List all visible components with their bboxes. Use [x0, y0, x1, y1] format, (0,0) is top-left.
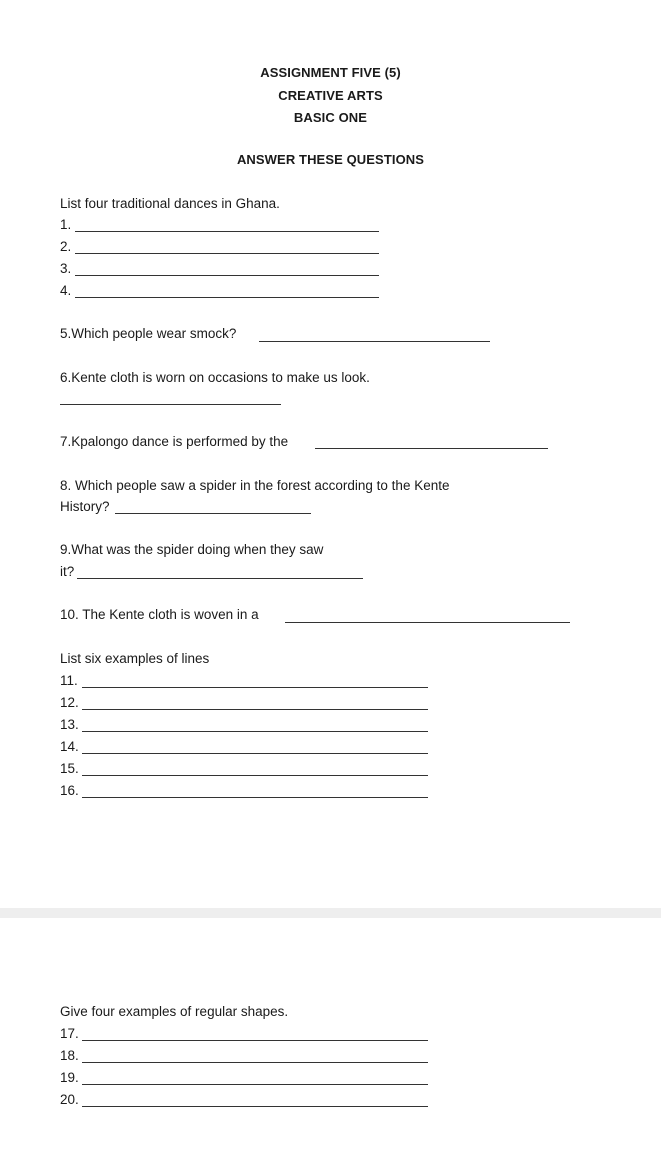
line-item-14-answer-line[interactable]	[82, 753, 428, 754]
shapes-prompt: Give four examples of regular shapes.	[60, 1004, 289, 1019]
instruction-heading: ANSWER THESE QUESTIONS	[236, 152, 425, 167]
line-item-14-number: 14.	[60, 739, 79, 754]
line-item-13-answer-line[interactable]	[82, 731, 428, 732]
question-8-text-line1: 8. Which people saw a spider in the forest according to the Kente	[60, 478, 450, 493]
line-item-13-number: 13.	[60, 717, 79, 732]
dances-prompt: List four traditional dances in Ghana.	[60, 196, 280, 211]
shape-item-18-answer-line[interactable]	[82, 1062, 428, 1063]
shape-item-17-answer-line[interactable]	[82, 1040, 428, 1041]
question-10-text: 10. The Kente cloth is woven in a	[60, 607, 259, 622]
question-6-answer-line[interactable]	[60, 404, 281, 405]
line-item-11-answer-line[interactable]	[82, 687, 428, 688]
worksheet-page-2	[0, 918, 661, 1157]
dance-item-2-number: 2.	[60, 239, 72, 254]
question-8-answer-line[interactable]	[115, 513, 311, 514]
assignment-title: ASSIGNMENT FIVE (5)	[260, 65, 401, 80]
question-8-text-line2: History?	[60, 499, 110, 514]
question-9-text-line1: 9.What was the spider doing when they saw	[60, 542, 324, 557]
shape-item-19-answer-line[interactable]	[82, 1084, 428, 1085]
subject-title: CREATIVE ARTS	[278, 88, 383, 103]
question-9-answer-line[interactable]	[77, 578, 363, 579]
question-5-answer-line[interactable]	[259, 341, 490, 342]
dance-item-3-answer-line[interactable]	[75, 275, 379, 276]
dance-item-1-number: 1.	[60, 217, 72, 232]
dance-item-2-answer-line[interactable]	[75, 253, 379, 254]
class-title: BASIC ONE	[293, 110, 368, 125]
line-item-16-answer-line[interactable]	[82, 797, 428, 798]
dance-item-1-answer-line[interactable]	[75, 231, 379, 232]
question-9-text-line2: it?	[60, 564, 75, 579]
line-item-12-answer-line[interactable]	[82, 709, 428, 710]
line-item-11-number: 11.	[60, 673, 78, 688]
line-item-15-number: 15.	[60, 761, 79, 776]
line-item-15-answer-line[interactable]	[82, 775, 428, 776]
question-10-answer-line[interactable]	[285, 622, 570, 623]
shape-item-20-answer-line[interactable]	[82, 1106, 428, 1107]
question-7-answer-line[interactable]	[315, 448, 548, 449]
line-item-12-number: 12.	[60, 695, 79, 710]
dance-item-3-number: 3.	[60, 261, 72, 276]
question-5-text: 5.Which people wear smock?	[60, 326, 237, 341]
question-7-text: 7.Kpalongo dance is performed by the	[60, 434, 289, 449]
dance-item-4-answer-line[interactable]	[75, 297, 379, 298]
lines-prompt: List six examples of lines	[60, 651, 210, 666]
line-item-16-number: 16.	[60, 783, 79, 798]
shape-item-20-number: 20.	[60, 1092, 79, 1107]
page-separator	[0, 908, 661, 918]
dance-item-4-number: 4.	[60, 283, 72, 298]
question-6-text: 6.Kente cloth is worn on occasions to make us look.	[60, 370, 370, 385]
shape-item-17-number: 17.	[60, 1026, 79, 1041]
shape-item-19-number: 19.	[60, 1070, 79, 1085]
shape-item-18-number: 18.	[60, 1048, 79, 1063]
